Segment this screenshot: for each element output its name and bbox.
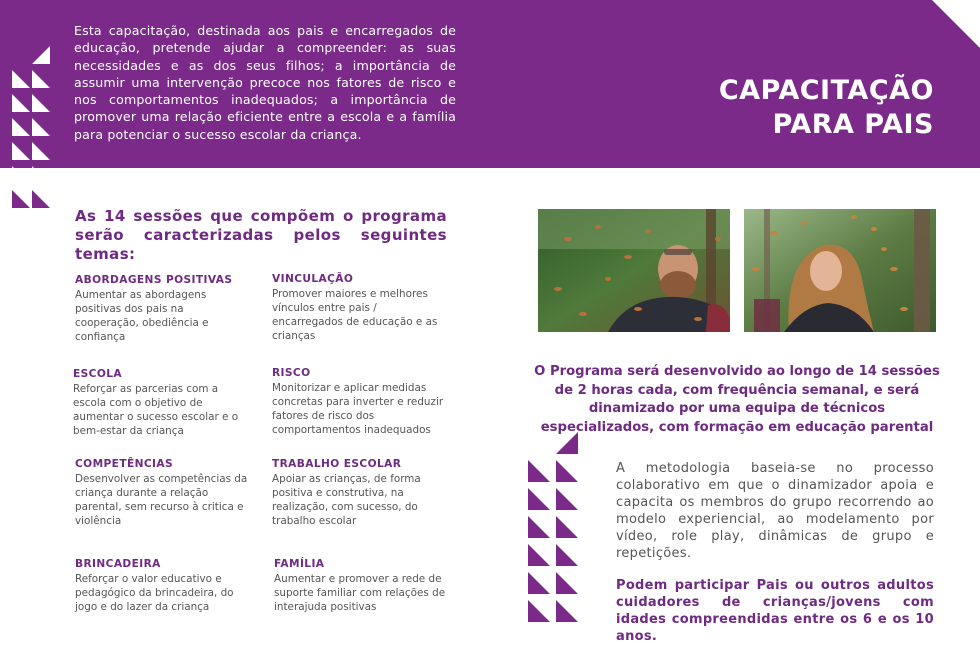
topic-competencias <box>75 458 255 528</box>
topic-title: VINCULAÇÃO <box>272 273 354 285</box>
topic-title: RISCO <box>272 367 311 379</box>
photo-woman-leaves <box>744 209 936 332</box>
sessions-heading: As 14 sessões que compõem o programa serão caracterizadas pelos seguintes temas: <box>75 207 447 263</box>
participants-paragraph: Podem participar Pais ou outros adultos cuidadores de crianças/jovens com idades compreendidas entre os 6 e os 10 anos. <box>616 578 934 644</box>
topic-title: COMPETÊNCIAS <box>75 458 173 470</box>
topic-trabalho-escolar <box>272 458 452 528</box>
topic-escola <box>73 368 253 438</box>
page-title <box>674 74 934 142</box>
program-summary: O Programa será desenvolvido ao longo de 14 sessões de 2 horas cada, com frequência semanal, e será dinamizado por uma equipa de técnicos especializados, com formação em educação parental <box>534 364 940 435</box>
intro-paragraph: Esta capacitação, destinada aos pais e encarregados de educação, pretende ajudar a compreender: as suas necessidades e as dos seus filhos; a importância de assumir uma intervenção precoce nos fatores de risco e nos comportamentos inadequados; a importância de promover uma relação eficiente entre a escola e a família para potenciar o sucesso escolar da criança. <box>74 23 456 142</box>
topic-description: Reforçar as parcerias com a escola com o objetivo de aumentar o sucesso escolar e o bem-estar da criança <box>73 383 239 437</box>
title-line-2: PARA PAIS <box>772 109 934 140</box>
topic-title: BRINCADEIRA <box>75 558 161 570</box>
topic-vinculacao <box>272 273 452 343</box>
topic-description: Promover maiores e melhores vínculos entre pais / encarregados de educação e as crianças <box>272 288 438 342</box>
topic-description: Aumentar e promover a rede de suporte familiar com relações de interajuda positivas <box>274 573 446 613</box>
triangle-pattern-right <box>528 432 584 628</box>
topic-description: Desenvolver as competências da criança durante a relação parental, sem recurso à critica e violência <box>75 473 248 527</box>
topic-title: FAMÍLIA <box>274 558 325 570</box>
topic-description: Apoiar as crianças, de forma positiva e construtiva, na realização, com sucesso, do trabalho escolar <box>272 473 421 527</box>
photo-man-leaves <box>538 209 730 332</box>
topic-title: ESCOLA <box>73 368 122 380</box>
topic-title: TRABALHO ESCOLAR <box>272 458 402 470</box>
triangle-pattern-left <box>12 46 56 208</box>
methodology-paragraph: A metodologia baseia-se no processo colaborativo em que o dinamizador apoia e capacita os membros do grupo recorrendo ao modelo experiencial, ao modelamento por vídeo, role play, dinâmicas de grupo e repetições. <box>616 461 934 561</box>
topic-title: ABORDAGENS POSITIVAS <box>75 274 233 286</box>
title-line-1: CAPACITAÇÃO <box>718 75 934 106</box>
topic-abordagens-positivas <box>75 274 255 344</box>
topic-brincadeira <box>75 558 255 614</box>
topic-risco <box>272 367 452 437</box>
topic-description: Monitorizar e aplicar medidas concretas para inverter e reduzir fatores de risco dos comportamentos inadequados <box>272 382 444 436</box>
topic-description: Aumentar as abordagens positivas dos pais na cooperação, obediência e confiança <box>75 289 209 343</box>
topic-familia <box>274 558 454 614</box>
topic-description: Reforçar o valor educativo e pedagógico da brincadeira, do jogo e do lazer da criança <box>75 573 234 613</box>
